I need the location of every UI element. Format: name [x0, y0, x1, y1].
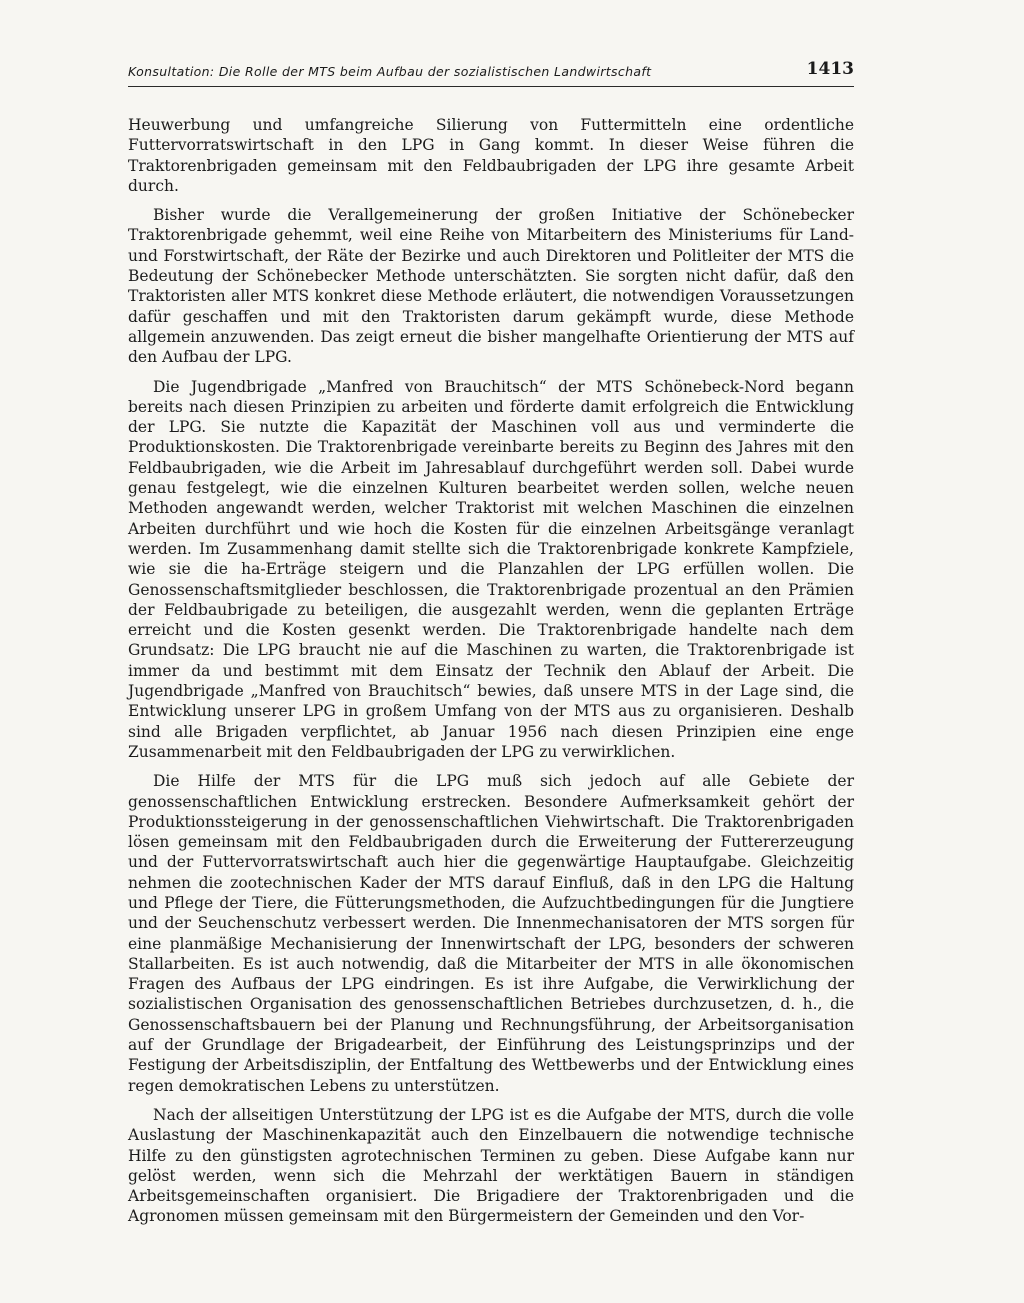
paragraph-continuation: Heuwerbung und umfangreiche Silierung von Futtermitteln eine ordentliche Futtervorratswirtschaft in den LPG in Gang kommt. In dieser Weise führen die Traktorenbrigaden gemeinsam mit den Feldbaubrigaden der LPG ihre gesamte Arbeit durch.: [128, 116, 854, 195]
page-header: [128, 58, 854, 87]
paragraph-einzelbauern: Nach der allseitigen Unterstützung der LPG ist es die Aufgabe der MTS, durch die volle Auslastung der Maschinenkapazität auch den Einzelbauern die notwendige technische Hilfe zu den günstigsten agrotechnischen Terminen zu geben. Diese Aufgabe kann nur gelöst werden, wenn sich die Mehrzahl der werktätigen Bauern in ständigen Arbeitsgemeinschaften organisiert. Die Brigadiere der Traktorenbrigaden und die Agronomen müssen gemeinsam mit den Bürgermeistern der Gemeinden und den Vor-: [128, 1105, 854, 1226]
paragraph-hilfe-der-mts: Die Hilfe der MTS für die LPG muß sich jedoch auf alle Gebiete der genossenschaftlichen Entwicklung erstrecken. Besondere Aufmerksamkeit gehört der Produktionssteigerung in der genossenschaftlichen Viehwirtschaft. Die Traktorenbrigaden lösen gemeinsam mit den Feldbaubrigaden durch die Erweiterung der Futtererzeugung und der Futtervorratswirtschaft auch hier die gegenwärtige Hauptaufgabe. Gleichzeitig nehmen die zootechnischen Kader der MTS darauf Einfluß, daß in den LPG die Haltung und Pflege der Tiere, die Fütterungsmethoden, die Aufzuchtbedingungen für die Jungtiere und der Seuchenschutz verbessert werden. Die Innenmechanisatoren der MTS sorgen für eine planmäßige Mechanisierung der Innenwirtschaft der LPG, besonders der schweren Stallarbeiten. Es ist auch notwendig, daß die Mitarbeiter der MTS in alle ökonomischen Fragen des Aufbaus der LPG eindringen. Es ist ihre Aufgabe, die Verwirklichung der sozialistischen Organisation des genossenschaftlichen Betriebes durchzusetzen, d. h., die Genossenschaftsbauern bei der Planung und Rechnungsführung, der Arbeitsorganisation auf der Grundlage der Brigadearbeit, der Einführung des Leistungsprinzips und der Festigung der Arbeitsdisziplin, der Entfaltung des Wettbewerbs und der Entwicklung eines regen demokratischen Lebens zu unterstützen.: [128, 772, 854, 1095]
running-head: Konsultation: Die Rolle der MTS beim Aufbau der sozialistischen Landwirtschaft: [128, 64, 652, 79]
book-page: [128, 58, 854, 1236]
page-number: 1413: [806, 59, 854, 79]
body-text: [128, 115, 854, 1227]
paragraph-schoenebecker-method: Bisher wurde die Verallgemeinerung der großen Initiative der Schönebecker Traktorenbrigade gehemmt, weil eine Reihe von Mitarbeitern des Ministeriums für Land- und Forstwirtschaft, der Räte der Bezirke und auch Direktoren und Politleiter der MTS die Bedeutung der Schönebecker Methode unterschätzten. Sie sorgten nicht dafür, daß den Traktoristen aller MTS konkret diese Methode erläutert, die notwendigen Voraussetzungen dafür geschaffen und mit den Traktoristen darum gekämpft wurde, diese Methode allgemein anzuwenden. Das zeigt erneut die bisher mangelhafte Orientierung der MTS auf den Aufbau der LPG.: [128, 206, 854, 367]
paragraph-jugendbrigade: Die Jugendbrigade „Manfred von Brauchitsch“ der MTS Schönebeck-Nord begann bereits nach diesen Prinzipien zu arbeiten und förderte damit erfolgreich die Entwicklung der LPG. Sie nutzte die Kapazität der Maschinen voll aus und verminderte die Produktionskosten. Die Traktorenbrigade vereinbarte bereits zu Beginn des Jahres mit den Feldbaubrigaden, wie die Arbeit im Jahresablauf durchgeführt werden soll. Dabei wurde genau festgelegt, wie die einzelnen Kulturen bearbeitet werden sollen, welche neuen Methoden angewandt werden, welcher Traktorist mit welchen Maschinen die einzelnen Arbeiten durchführt und wie hoch die Kosten für die einzelnen Arbeitsgänge veranlagt werden. Im Zusammenhang damit stellte sich die Traktorenbrigade konkrete Kampfziele, wie sie die ha-Erträge steigern und die Planzahlen der LPG erfüllen wollen. Die Genossenschaftsmitglieder beschlossen, die Traktorenbrigade prozentual an den Prämien der Feldbaubrigade zu beteiligen, die ausgezahlt werden, wenn die geplanten Erträge erreicht und die Kosten gesenkt werden. Die Traktorenbrigade handelte nach dem Grundsatz: Die LPG braucht nie auf die Maschinen zu warten, die Traktorenbrigade ist immer da und bestimmt mit dem Einsatz der Technik den Ablauf der Arbeit. Die Jugendbrigade „Manfred von Brauchitsch“ bewies, daß unsere MTS in der Lage sind, die Entwicklung unserer LPG in großem Umfang von der MTS aus zu organisieren. Deshalb sind alle Brigaden verpflichtet, ab Januar 1956 nach diesen Prinzipien eine enge Zusammenarbeit mit den Feldbaubrigaden der LPG zu verwirklichen.: [128, 377, 854, 761]
